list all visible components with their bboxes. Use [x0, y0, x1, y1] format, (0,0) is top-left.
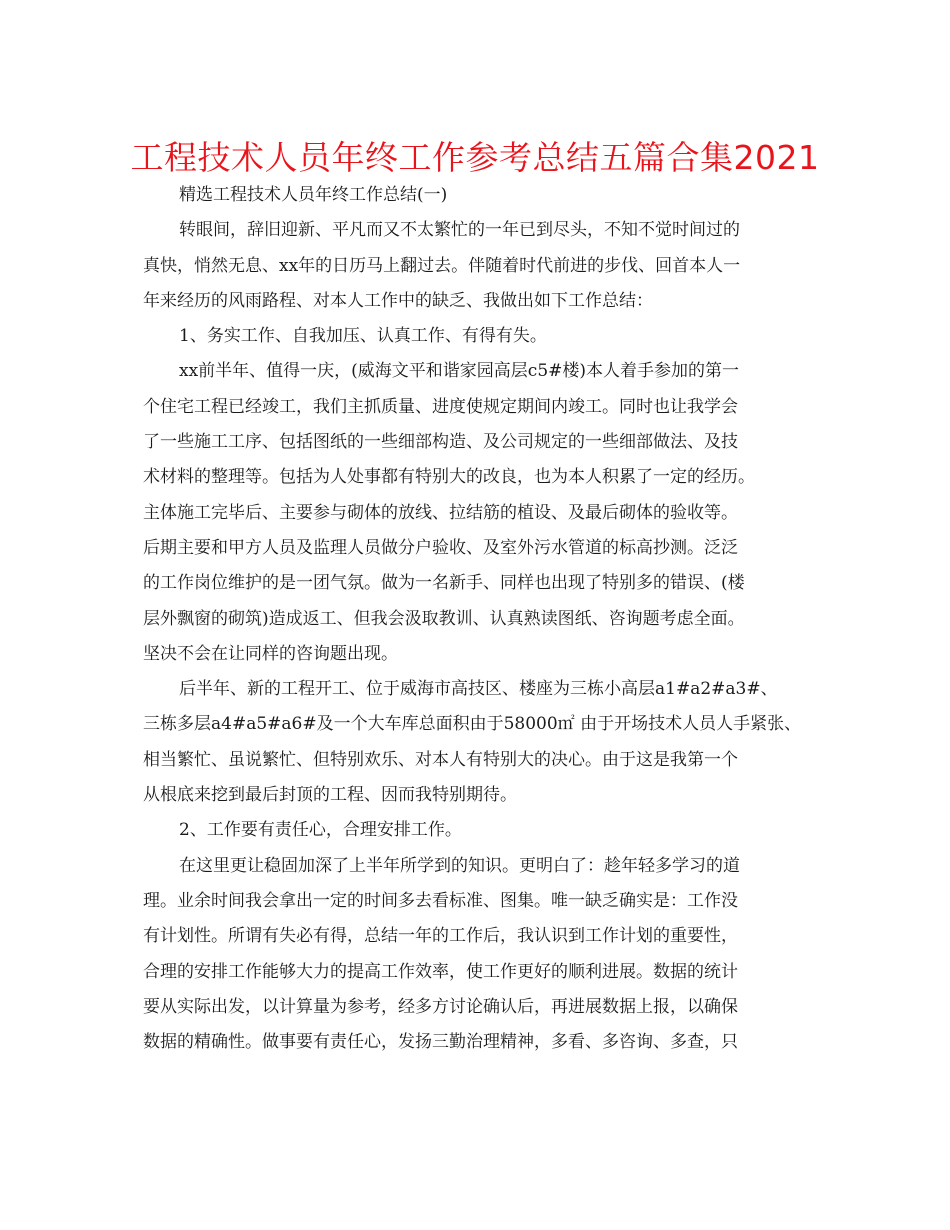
text-line: 2、工作要有责任心，合理安排工作。	[179, 820, 462, 841]
text-line: 从根底来挖到最后封顶的工程、因而我特别期待。	[143, 785, 517, 806]
text-line: 相当繁忙、虽说繁忙、但特别欢乐、对本人有特别大的决心。由于这是我第一个	[143, 749, 738, 770]
text-line: 三栋多层a4#a5#a6#及一个大车库总面积由于58000㎡ 由于开场技术人员人手紧张、	[143, 714, 802, 735]
text-line: 后期主要和甲方人员及监理人员做分户验收、及室外污水管道的标高抄测。泛泛	[143, 537, 738, 558]
text-line: 精选工程技术人员年终工作总结(一)	[179, 185, 448, 205]
text-line: 合理的安排工作能够大力的提高工作效率，使工作更好的顺利进展。数据的统计	[143, 961, 738, 982]
text-line: 坚决不会在让同样的咨询题出现。	[143, 643, 398, 664]
text-line: 的工作岗位维护的是一团气氛。做为一名新手、同样也出现了特别多的错误、(楼	[143, 573, 745, 594]
text-line: 数据的精确性。做事要有责任心，发扬三勤治理精神，多看、多咨询、多查，只	[143, 1032, 738, 1053]
document-body	[143, 178, 823, 1060]
text-line: 层外飘窗的砌筑)造成返工、但我会汲取教训、认真熟读图纸、咨询题考虑全面。	[143, 608, 745, 629]
text-line: 要从实际出发，以计算量为参考，经多方讨论确认后，再进展数据上报，以确保	[143, 996, 738, 1017]
text-line: 年来经历的风雨路程、对本人工作中的缺乏、我做出如下工作总结：	[143, 290, 653, 311]
text-line: 了一些施工工序、包括图纸的一些细部构造、及公司规定的一些细部做法、及技	[143, 432, 738, 453]
text-line: 后半年、新的工程开工、位于威海市高技区、楼座为三栋小高层a1#a2#a3#、	[179, 679, 778, 700]
text-line: xx前半年、值得一庆，(威海文平和谐家园高层c5#楼)本人着手参加的第一	[179, 361, 740, 382]
text-line: 真快，悄然无息、xx年的日历马上翻过去。伴随着时代前进的步伐、回首本人一	[143, 255, 741, 276]
text-line: 理。业余时间我会拿出一定的时间多去看标准、图集。唯一缺乏确实是：工作没	[143, 890, 738, 911]
document-title: 工程技术人员年终工作参考总结五篇合集2021	[130, 138, 820, 177]
text-line: 术材料的整理等。包括为人处事都有特别大的改良，也为本人积累了一定的经历。	[143, 467, 755, 488]
text-line: 转眼间，辞旧迎新、平凡而又不太繁忙的一年已到尽头，不知不觉时间过的	[179, 220, 740, 241]
text-line: 有计划性。所谓有失必有得，总结一年的工作后，我认识到工作计划的重要性，	[143, 926, 738, 947]
text-line: 1、务实工作、自我加压、认真工作、有得有失。	[179, 326, 547, 347]
text-line: 在这里更让稳固加深了上半年所学到的知识。更明白了：趁年轻多学习的道	[179, 855, 740, 876]
text-line: 主体施工完毕后、主要参与砌体的放线、拉结筋的植设、及最后砌体的验收等。	[143, 502, 738, 523]
text-line: 个住宅工程已经竣工，我们主抓质量、进度使规定期间内竣工。同时也让我学会	[143, 396, 738, 417]
